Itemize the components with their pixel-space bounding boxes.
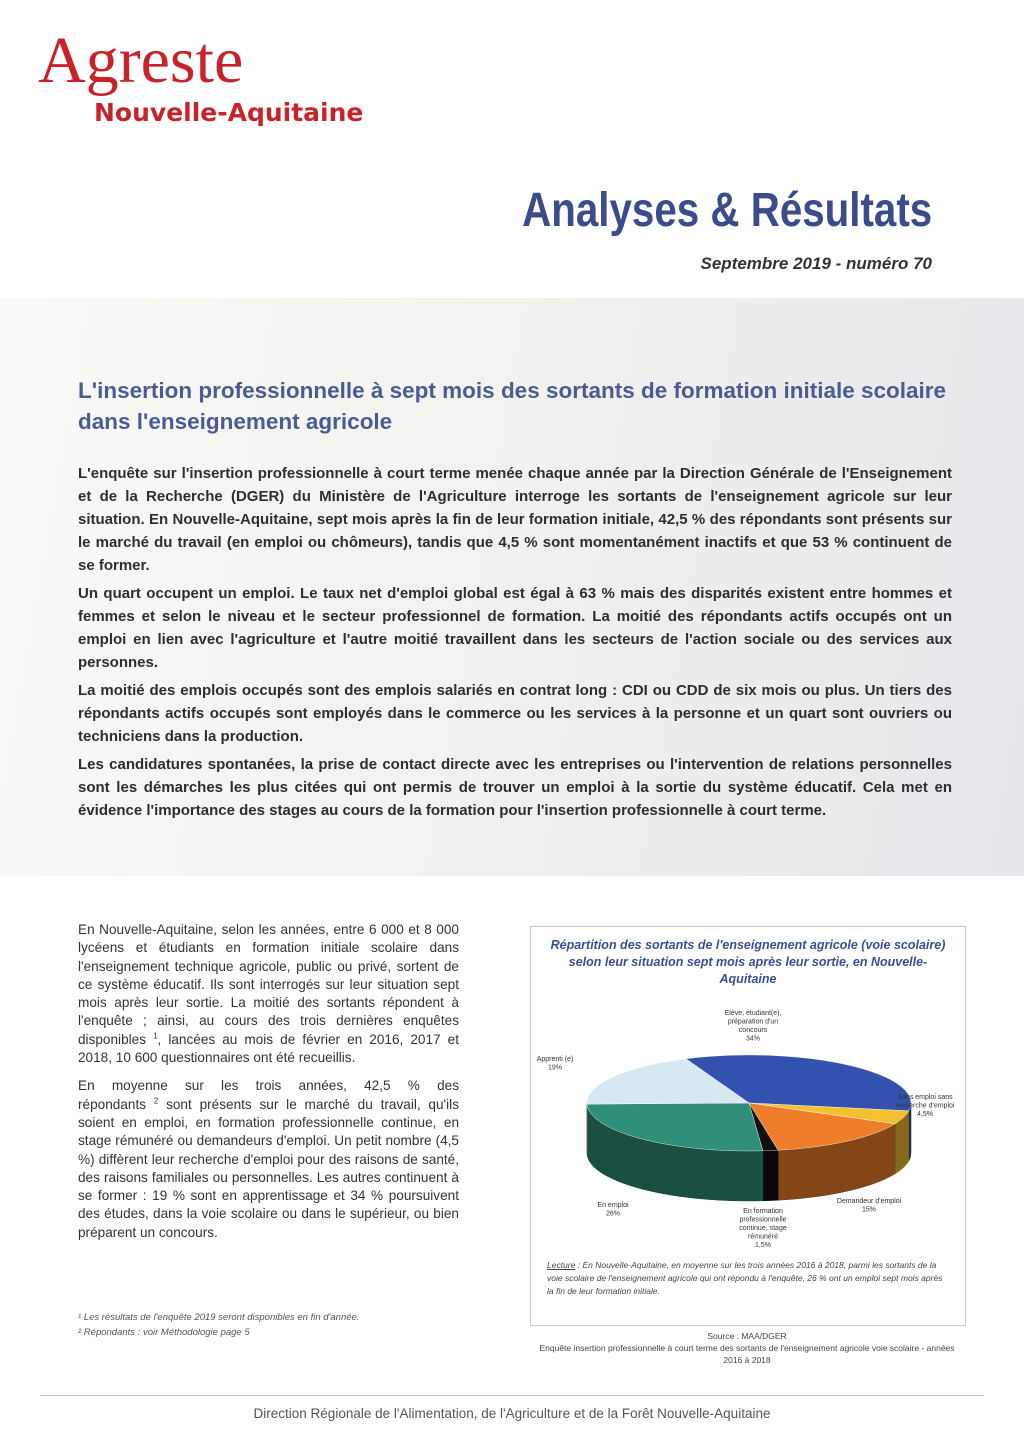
chart-title: Répartition des sortants de l'enseignement agricole (voie scolaire) selon leur situation sept mois après leur sortie, en Nouvelle-Aquitaine [550, 938, 946, 986]
summary-paragraph: Un quart occupent un emploi. Le taux net d'emploi global est égal à 63 % mais des disparités existent entre hommes et femmes et selon le niveau et le secteur professionnel de formation. La moitié des répondants actifs occupés ont un emploi en lien avec l'agriculture et l'autre moitié travaillent dans les secteurs de l'action sociale ou des services aux personnes. [78, 585, 952, 671]
body-paragraph-2: En moyenne sur les trois années, 42,5 % des répondants $^2$ sont présents sur le marché du travail, qu'ils soient en emploi, en formation professionnelle continue, en stage rémunéré ou demandeurs d'emploi. Un petit nombre (4,5 %) diffèrent leur recherche d'emploi pour des raisons de santé, des raisons familiales ou personnelles. Les autres continuent à se former : 19 % sont en apprentissage et 34 % poursuivent des études, dans la voie scolaire ou dans le supérieur, ou bien préparent un concours. [78, 1078, 459, 1240]
brand-name: Agreste [38, 24, 244, 97]
pie-label: Elève, étudiant(e), préparation d'un concours 34% [724, 1010, 782, 1043]
chart-reading-note: Lecture : En Nouvelle-Aquitaine, en moyenne sur les trois années 2016 à 2018, parmi les sortants de la voie scolaire de l'enseignement agricole qui ont répondu à l'enquête, 26 % ont un emploi sept mois après la fin de leur formation initiale. [547, 1260, 943, 1296]
body-column [78, 921, 459, 1252]
issue-date: Septembre 2019 - numéro 70 [700, 254, 932, 273]
article-title: L'insertion professionnelle à sept mois des sortants de formation initiale scolaire dans l'enseignement agricole [78, 378, 947, 434]
body-paragraph-1: En Nouvelle-Aquitaine, selon les années, entre 6 000 et 8 000 lycéens et étudiants en formation initiale scolaire dans l'enseignement technique agricole, public ou privé, sortent de ce système éducatif. Ils sont interrogés sur leur situation sept mois après leur sortie. La moitié des sortants répondent à l'enquête ; ainsi, au cours des trois dernières enquêtes disponibles $^1$, lancées au mois de février en 2016, 2017 et 2018, 10 600 questionnaires ont été recueillis. [78, 922, 459, 1066]
source-label: Source : MAA/DGER [707, 1331, 787, 1341]
footer: Direction Régionale de l'Alimentation, de l'Agriculture et de la Forêt Nouvelle-Aquitaine [253, 1406, 771, 1421]
series-title: Analyses & Résultats [521, 184, 932, 237]
pie-label: En formation professionnelle continue, stage rémunéré 1,5% [739, 1208, 787, 1249]
summary [78, 462, 952, 827]
pie-slice-side [763, 1150, 778, 1201]
summary-paragraph: L'enquête sur l'insertion professionnelle à court terme menée chaque année par la Direction Générale de l'Enseignement et de la Recherche (DGER) du Ministère de l'Agriculture interroge les sortants de l'enseignement agricole sur leur situation. En Nouvelle-Aquitaine, sept mois après la fin de leur formation initiale, 42,5 % des répondants sont présents sur le marché du travail (en emploi ou chômeurs), tandis que 4,5 % sont momentanément inactifs et que 53 % continuent de se former. [78, 465, 952, 574]
source-detail: Enquête insertion professionnelle à court terme des sortants de l'enseignement agricole voie scolaire - années 2016 à 2018 [539, 1343, 955, 1365]
footnote: ¹ Les résultats de l'enquête 2019 seront disponibles en fin d'année. [78, 1312, 360, 1323]
pie-label: Apprenti (e) 19% [536, 1056, 574, 1072]
pie-slice-side [909, 1103, 911, 1161]
pie-chart [531, 1003, 965, 1253]
pie-label: En emploi 26% [597, 1202, 629, 1218]
chart-source [530, 1330, 964, 1366]
pie-label: Sans emploi sans recherche d'emploi 4,5% [895, 1094, 955, 1118]
brand-logo [38, 24, 364, 127]
chart-figure [530, 926, 966, 1326]
brand-region: Nouvelle-Aquitaine [94, 98, 364, 127]
footnotes [78, 1310, 478, 1340]
footer-divider [40, 1395, 984, 1396]
summary-paragraph: Les candidatures spontanées, la prise de contact directe avec les entreprises ou l'intervention de relations personnelles sont les démarches les plus citées qui ont permis de trouver un emploi à la sortie du système éducatif. Cela met en évidence l'importance des stages au cours de la formation pour l'insertion professionnelle à court terme. [78, 756, 952, 819]
summary-paragraph: La moitié des emplois occupés sont des emplois salariés en contrat long : CDI ou CDD de six mois ou plus. Un tiers des répondants actifs occupés sont employés dans le commerce ou les services à la personne et un quart sont ouvriers ou techniciens dans la production. [78, 682, 952, 745]
pie-label: Demandeur d'emploi 15% [836, 1198, 902, 1214]
footnote: ² Répondants : voir Méthodologie page 5 [78, 1327, 250, 1338]
